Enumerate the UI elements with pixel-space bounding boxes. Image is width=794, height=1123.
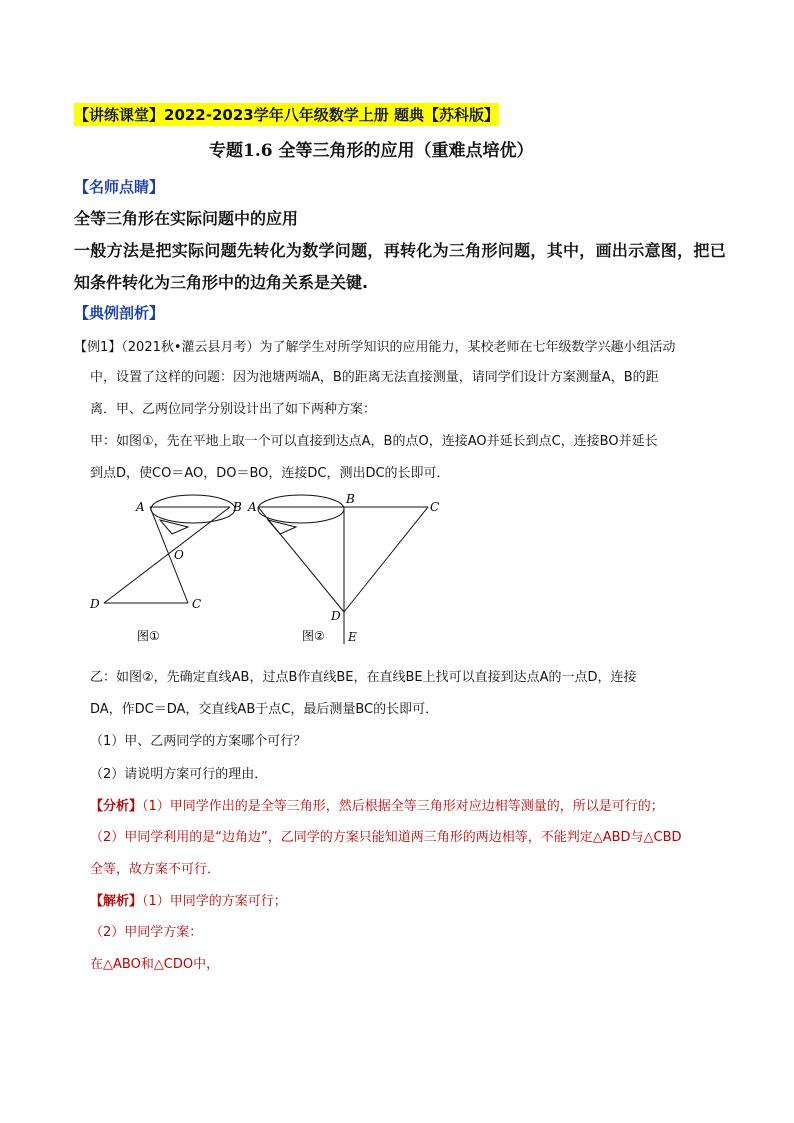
- point-label-c: C: [192, 597, 202, 611]
- analysis-line: [90, 795, 664, 814]
- question-line: 中，设置了这样的问题：因为池塘两端A，B的距离无法直接测量，请同学们设计方案测量A，B的距: [90, 370, 659, 385]
- question-line: 离．甲、乙两位同学分别设计出了如下两种方案：: [90, 402, 377, 417]
- example-heading: 【典例剖析】: [74, 304, 165, 322]
- figure-2-caption: 图②: [302, 629, 325, 643]
- sub-question: （2）请说明方案可行的理由．: [90, 767, 268, 782]
- teacher-tips-line: 知条件转化为三角形中的边角关系是关键.: [74, 273, 369, 292]
- plan-jia-line: 到点D，使CO＝AO，DO＝BO，连接DC，测出DC的长即可．: [90, 466, 450, 481]
- segment-DC: [344, 507, 428, 612]
- header-banner: 【讲练课堂】2022-2023学年八年级数学上册 题典【苏科版】: [74, 103, 499, 126]
- plan-yi-line: 乙：如图②，先确定直线AB，过点B作直线BE，在直线BE上找可以直接到达点A的一点D，连接: [90, 670, 637, 685]
- point-label-o: O: [174, 548, 184, 562]
- analysis-line: （2）甲同学利用的是“边角边”，乙同学的方案只能知道两三角形的两边相等，不能判定△ABD与△CBD: [90, 830, 682, 845]
- point-label-d: D: [331, 609, 341, 623]
- point-label-e: E: [348, 630, 357, 644]
- pond-ellipse: [258, 495, 344, 523]
- question-line: 【例1】（2021秋•灌云县月考）为了解学生对所学知识的应用能力，某校老师在七年级数学兴趣小组活动: [74, 340, 676, 355]
- teacher-tips-heading: 【名师点睛】: [74, 178, 165, 196]
- point-label-a: A: [248, 500, 257, 514]
- page-title: 专题1.6 全等三角形的应用（重难点培优）: [209, 141, 534, 161]
- plan-yi-line: DA，作DC＝DA，交直线AB于点C，最后测量BC的长即可．: [90, 702, 439, 717]
- point-label-b: B: [346, 492, 355, 506]
- solution-line: 在△ABO和△CDO中，: [90, 957, 220, 972]
- sub-question: （1）甲、乙两同学的方案哪个可行？: [90, 734, 307, 749]
- solution-text: （1）甲同学的方案可行；: [142, 894, 287, 909]
- teacher-tips-line: 全等三角形在实际问题中的应用: [74, 209, 299, 228]
- figure-2: [240, 488, 460, 650]
- analysis-line: 全等，故方案不可行．: [90, 862, 221, 877]
- plan-jia-line: 甲：如图①，先在平地上取一个可以直接到达点A，B的点O，连接AO并延长到点C，连接BO并延长: [90, 434, 658, 449]
- teacher-tips-line: 一般方法是把实际问题先转化为数学问题，再转化为三角形问题，其中，画出示意图，把已: [74, 241, 727, 260]
- analysis-label: 【分析】: [90, 799, 143, 814]
- pond-notch: [160, 520, 188, 534]
- figure-1-caption: 图①: [137, 629, 160, 643]
- point-label-a: A: [136, 500, 145, 514]
- solution-line: [90, 890, 287, 909]
- figure-1: [80, 490, 260, 650]
- pond-ellipse: [151, 495, 235, 523]
- point-label-c: C: [430, 500, 440, 514]
- point-label-b: B: [233, 500, 242, 514]
- analysis-text: （1）甲同学作出的是全等三角形，然后根据全等三角形对应边相等测量的，所以是可行的；: [142, 799, 664, 814]
- point-label-d: D: [90, 597, 100, 611]
- solution-label: 【解析】: [90, 894, 143, 909]
- solution-line: （2）甲同学方案：: [90, 925, 203, 940]
